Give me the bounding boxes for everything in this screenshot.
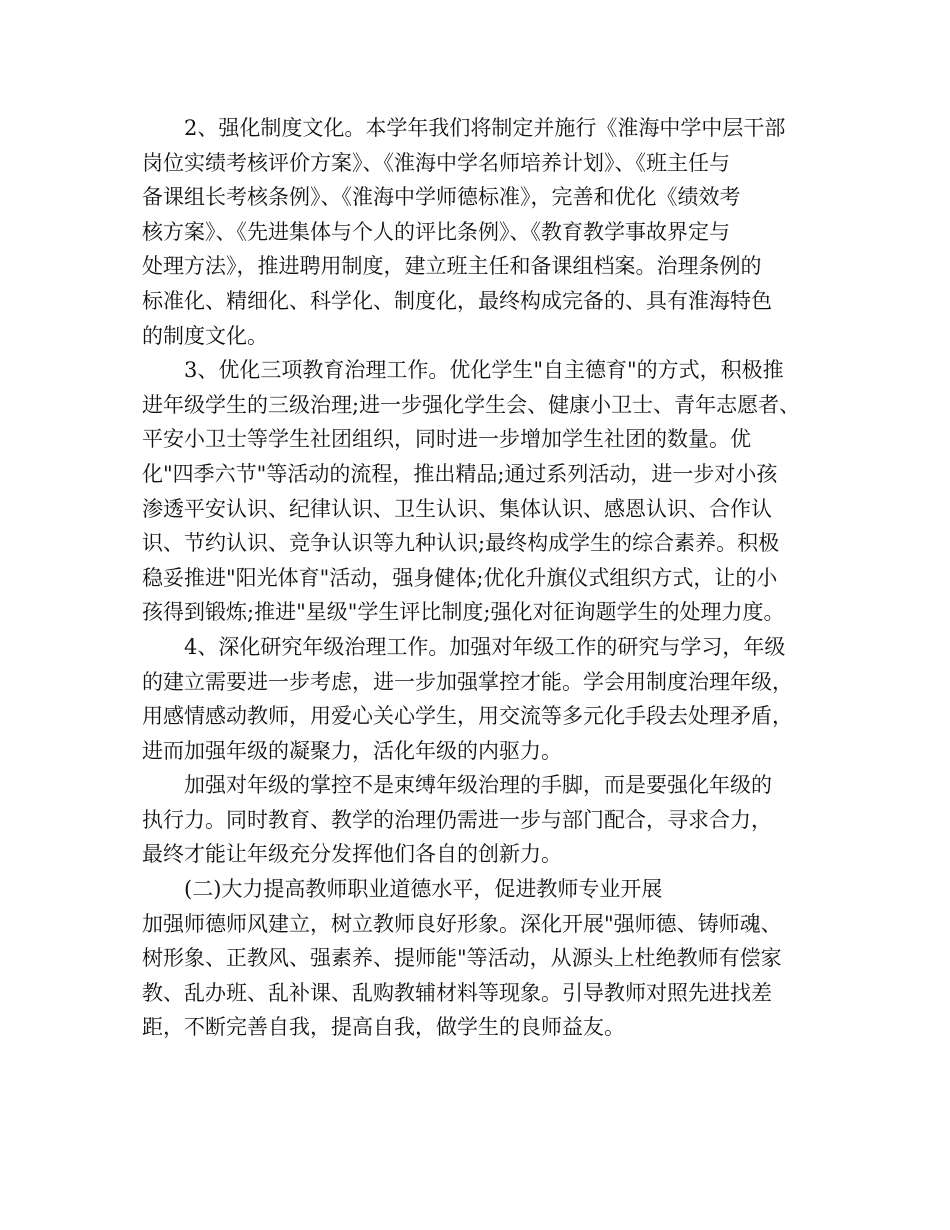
text-line: 稳妥推进"阳光体育"活动，强身健体;优化升旗仪式组织方式，让的小 [142, 565, 778, 590]
paragraph-teacher-ethics [142, 907, 822, 1045]
text-line: 4、深化研究年级治理工作。加强对年级工作的研究与学习，年级 [184, 634, 786, 659]
paragraph-institution-culture [142, 111, 822, 353]
paragraph-grade-control [142, 768, 822, 872]
text-line: 化"四季六节"等活动的流程，推出精品;通过系列活动，进一步对小孩 [142, 461, 778, 486]
text-line: 的建立需要进一步考虑，进一步加强掌控才能。学会用制度治理年级， [142, 669, 793, 694]
document-body [142, 111, 822, 1045]
text-line: 核方案》、《先进集体与个人的评比条例》、《教育教学事故界定与 [142, 219, 730, 244]
text-line: 2、强化制度文化。本学年我们将制定并施行《淮海中学中层干部 [184, 116, 786, 140]
text-line: 最终才能让年级充分发挥他们各自的创新力。 [142, 842, 562, 867]
text-line: 教、乱办班、乱补课、乱购教辅材料等现象。引导教师对照先进找差 [142, 980, 772, 1005]
text-line: 识、节约认识、竞争认识等九种认识;最终构成学生的综合素养。积极 [142, 531, 780, 556]
text-line: 孩得到锻炼;推进"星级"学生评比制度;强化对征询题学生的处理力度。 [142, 600, 785, 625]
section-heading-text: (二)大力提高教师职业道德水平，促进教师专业开展 [184, 877, 663, 902]
paragraph-grade-research [142, 630, 822, 768]
text-line: 处理方法》，推进聘用制度，建立班主任和备课组档案。治理条例的 [142, 254, 762, 279]
text-line: 加强对年级的掌控不是束缚年级治理的手脚，而是要强化年级的 [184, 773, 772, 798]
text-line: 树形象、正教风、强素养、提师能"等活动，从源头上杜绝教师有偿家 [142, 946, 782, 971]
text-line: 备课组长考核条例》、《淮海中学师德标准》，完善和优化《绩效考 [142, 185, 741, 210]
text-line: 标准化、精细化、科学化、制度化，最终构成完备的、具有淮海特色 [142, 288, 772, 313]
text-line: 用感情感动教师，用爱心关心学生，用交流等多元化手段去处理矛盾， [142, 704, 793, 729]
text-line: 的制度文化。 [142, 323, 268, 348]
text-line: 3、优化三项教育治理工作。优化学生"自主德育"的方式，积极推 [184, 358, 784, 383]
text-line: 平安小卫士等学生社团组织，同时进一步增加学生社团的数量。优 [142, 427, 751, 452]
text-line: 加强师德师风建立，树立教师良好形象。深化开展"强师德、铸师魂、 [142, 911, 782, 936]
section-heading [142, 872, 822, 907]
text-line: 渗透平安认识、纪律认识、卫生认识、集体认识、感恩认识、合作认 [142, 496, 772, 521]
text-line: 岗位实绩考核评价方案》、《淮海中学名师培养计划》、《班主任与 [142, 150, 730, 175]
text-line: 执行力。同时教育、教学的治理仍需进一步与部门配合，寻求合力， [142, 807, 772, 832]
text-line: 距，不断完善自我，提高自我，做学生的良师益友。 [142, 1015, 625, 1040]
text-line: 进而加强年级的凝聚力，活化年级的内驱力。 [142, 738, 562, 763]
text-line: 进年级学生的三级治理;进一步强化学生会、健康小卫士、青年志愿者、 [142, 392, 801, 417]
paragraph-three-education [142, 353, 822, 630]
